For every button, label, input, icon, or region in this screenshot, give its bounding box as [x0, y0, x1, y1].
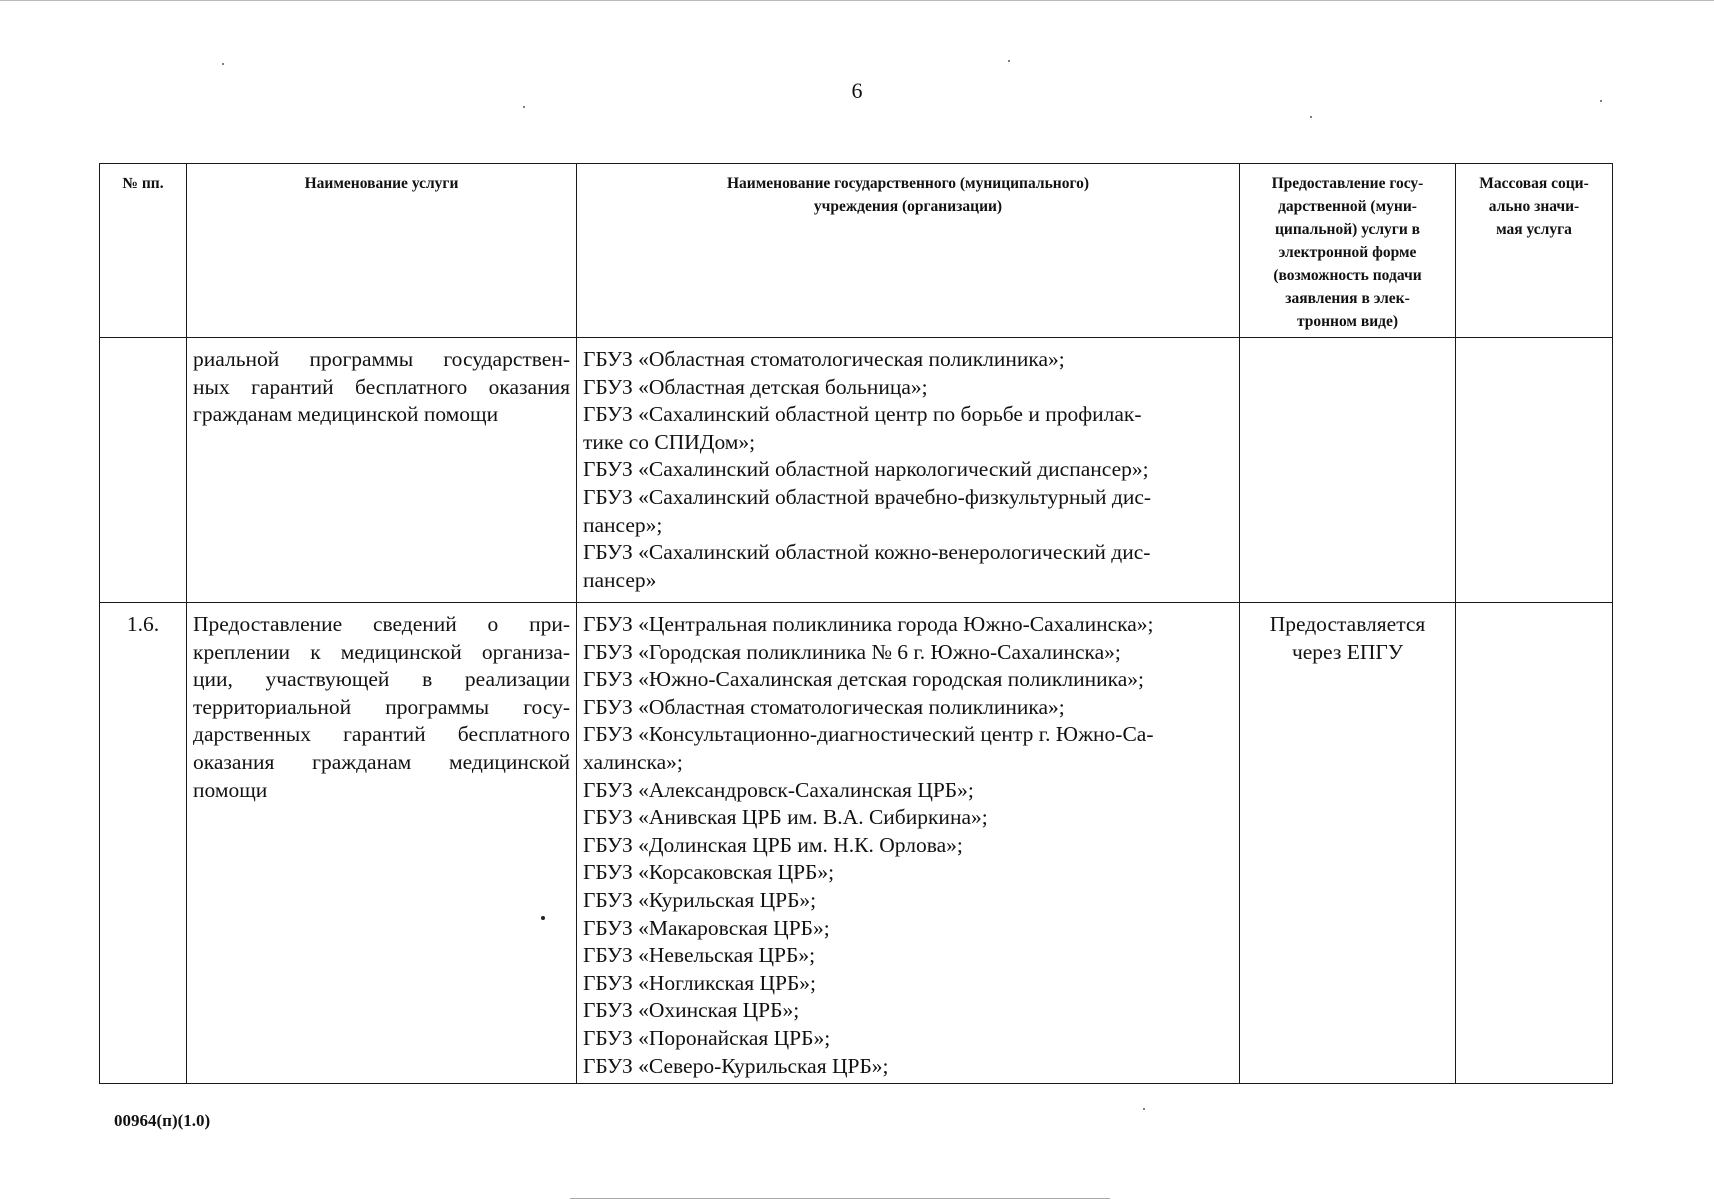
list-item: ГБУЗ «Анивская ЦРБ им. В.А. Сибиркина»; — [583, 805, 988, 830]
scan-edge-top — [0, 0, 1714, 1]
table-row — [100, 603, 1613, 1084]
header-num: № пп. — [100, 164, 187, 338]
row-number — [100, 338, 187, 603]
page-number: 6 — [851, 78, 863, 103]
list-item: ГБУЗ «Сахалинский областной кожно-венерологический дис- — [583, 540, 1151, 565]
list-item: ГБУЗ «Поронайская ЦРБ»; — [583, 1025, 831, 1050]
scan-edge-bottom — [570, 1198, 1110, 1199]
list-item: тике со СПИДом»; — [583, 429, 756, 454]
electronic-form-cell: Предоставляется через ЕПГУ — [1240, 603, 1456, 1084]
list-item: ГБУЗ «Центральная поликлиника города Южно-Сахалинска»; — [583, 612, 1154, 636]
scan-speck — [222, 63, 224, 65]
list-item: ГБУЗ «Сахалинский областной центр по борьбе и профилак- — [583, 402, 1142, 427]
list-item: ГБУЗ «Корсаковская ЦРБ»; — [583, 860, 835, 885]
services-table — [99, 163, 1613, 1084]
list-item: ГБУЗ «Сахалинский областной наркологический диспансер»; — [583, 457, 1149, 482]
list-item: пансер» — [583, 567, 657, 592]
list-item: ГБУЗ «Консультационно-диагностический центр г. Южно-Са- — [583, 722, 1154, 747]
electronic-form-cell — [1240, 338, 1456, 603]
list-item: ГБУЗ «Долинская ЦРБ им. Н.К. Орлова»; — [583, 832, 963, 857]
scan-speck — [1310, 116, 1312, 118]
scan-speck — [523, 106, 525, 108]
header-service: Наименование услуги — [187, 164, 577, 338]
list-item: ГБУЗ «Сахалинский областной врачебно-физкультурный дис- — [583, 484, 1152, 509]
table-header-row — [100, 164, 1613, 338]
service-name: Предоставление сведений о при- креплении к медицинской организа- ции, участвующей в реализации территориальной программы госу- дарственных гарантий бесплатного оказания гражданам медицинской помощи — [187, 603, 577, 1084]
list-item: ГБУЗ «Курильская ЦРБ»; — [583, 887, 817, 912]
list-item: ГБУЗ «Областная детская больница»; — [583, 374, 928, 399]
scan-speck — [1008, 60, 1010, 62]
header-institution: Наименование государственного (муниципального) учреждения (организации) — [577, 164, 1240, 338]
list-item: ГБУЗ «Областная стоматологическая поликлиника»; — [583, 347, 1065, 371]
list-item: ГБУЗ «Невельская ЦРБ»; — [583, 943, 816, 968]
list-item: ГБУЗ «Южно-Сахалинская детская городская поликлиника»; — [583, 667, 1144, 692]
list-item: ГБУЗ «Областная стоматологическая поликлиника»; — [583, 694, 1065, 719]
list-item: ГБУЗ «Ногликская ЦРБ»; — [583, 970, 817, 995]
table-row — [100, 338, 1613, 603]
row-number: 1.6. — [100, 603, 187, 1084]
header-mass-service: Массовая соци- ально значи- мая услуга — [1456, 164, 1613, 338]
institution-list — [577, 603, 1240, 1084]
list-item: ГБУЗ «Александровск-Сахалинская ЦРБ»; — [583, 777, 974, 802]
list-item: ГБУЗ «Охинская ЦРБ»; — [583, 998, 800, 1023]
service-name: риальной программы государствен- ных гарантий бесплатного оказания гражданам медицинской помощи — [187, 338, 577, 603]
list-item: ГБУЗ «Городская поликлиника № 6 г. Южно-Сахалинска»; — [583, 639, 1121, 664]
mass-service-cell — [1456, 603, 1613, 1084]
list-item: ГБУЗ «Макаровская ЦРБ»; — [583, 915, 830, 940]
header-electronic-form: Предоставление госу- дарственной (муни- ципальной) услуги в электронной форме (возможность подачи заявления в элек- тронном виде) — [1240, 164, 1456, 338]
list-item: пансер»; — [583, 512, 663, 537]
list-item: ГБУЗ «Северо-Курильская ЦРБ»; — [583, 1053, 889, 1078]
document-code: 00964(п)(1.0) — [114, 1111, 211, 1130]
list-item: халинска»; — [583, 749, 683, 774]
institution-list — [577, 338, 1240, 603]
scan-speck — [1143, 1108, 1145, 1110]
mass-service-cell — [1456, 338, 1613, 603]
